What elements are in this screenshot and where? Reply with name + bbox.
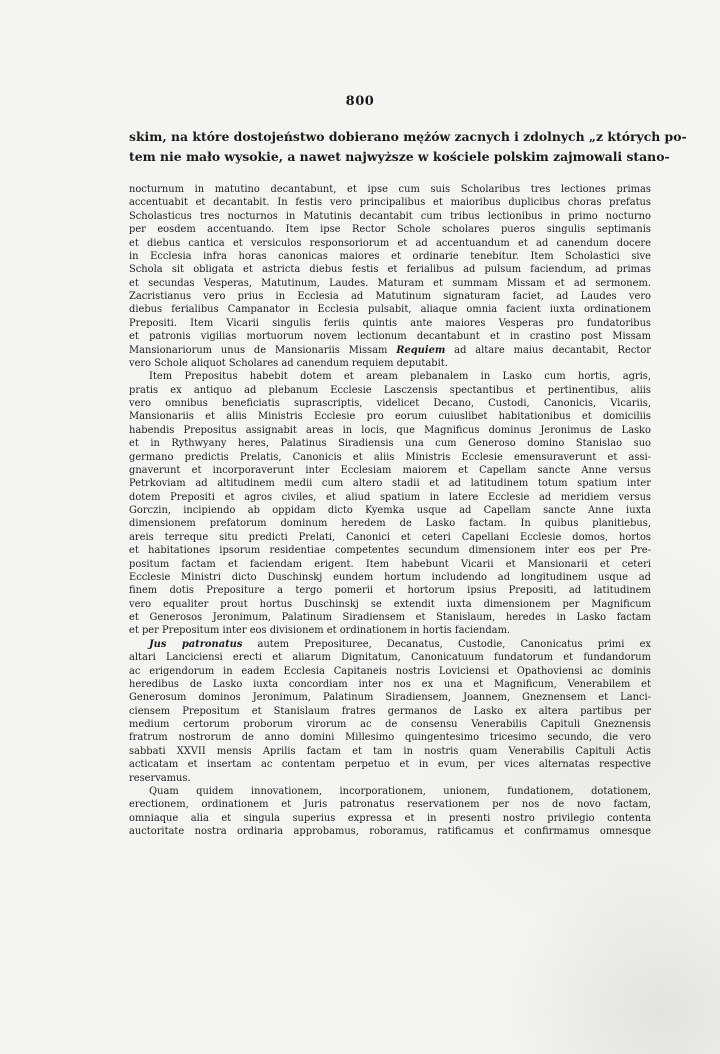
line-text: altari Lanciciensi erecti et aliarum Dignitatum, Canonicatuum fundatorum et fundandorum xyxy=(129,652,651,664)
line-text: ac erigendorum in eadem Ecclesia Capitaneis nostris Loviciensi et Opathoviensi ac dominis xyxy=(129,665,651,677)
emphasized-text: Jus patronatus xyxy=(149,638,243,650)
latin-text-line xyxy=(129,638,651,651)
line-text: vero Schole aliquot Scholares ad canendum requiem deputabit. xyxy=(129,357,448,369)
latin-text-line xyxy=(129,344,651,357)
latin-text-line xyxy=(129,250,651,263)
polish-text-line: tem nie mało wysokie, a nawet najwyższe w kościele polskim zajmowali stano- xyxy=(129,149,670,164)
line-text: Mansionariis et aliis Ministris Ecclesie pro eorum cuiuslibet habitationibus et domiciliis xyxy=(129,411,651,423)
line-text: sabbati XXVII mensis Aprilis factam et tam in nostris quam Venerabilis Capituli Actis xyxy=(129,745,651,757)
line-text: positum factam et faciendam erigent. Item habebunt Vicarii et Mansionarii et ceteri xyxy=(129,558,651,570)
latin-text-line xyxy=(129,263,651,276)
line-text: Gorczin, incipiendo ab oppidam dicto Kyemka usque ad Capellam sancte Anne iuxta xyxy=(129,505,651,516)
line-text: et secundas Vesperas, Matutinum, Laudes. Maturam et summam Missam et ad sermonem. xyxy=(129,277,651,289)
line-text: Petrkoviam ad altitudinem medii cum altero stadii et ad latitudinem totum spatium inter xyxy=(129,478,651,490)
line-text: erectionem, ordinationem et Juris patronatus reservationem per nos de novo factam, xyxy=(129,799,651,811)
latin-text-line xyxy=(129,451,651,464)
emphasized-text: Requiem xyxy=(396,344,446,356)
latin-text-line xyxy=(129,785,651,798)
latin-text-line xyxy=(129,517,651,530)
latin-text-line xyxy=(129,531,651,544)
latin-text-line xyxy=(129,384,651,397)
latin-text-line xyxy=(129,504,651,517)
line-text: accentuabit et decantabit. In festis vero principalibus et maioribus duplicibus choras prefatus xyxy=(129,197,651,209)
line-text: acticatam et insertam ac contentam perpetuo et in evum, per vices alternatas respective xyxy=(129,759,651,771)
line-text: habendis Prepositus assignabit areas in locis, que Magnificus dominus Jeronimus de Lasko xyxy=(129,424,651,436)
line-text: germano predictis Prelatis, Canonicis et aliis Ministris Ecclesie emensuraverunt et assi- xyxy=(129,451,651,463)
latin-text-line xyxy=(129,183,651,196)
line-text: medium certorum proborum virorum ac de consensu Venerabilis Capituli Gneznensis xyxy=(129,719,651,730)
latin-text-line xyxy=(129,464,651,477)
latin-text-line xyxy=(129,651,651,664)
latin-text-line xyxy=(129,731,651,744)
latin-text-block xyxy=(129,183,651,838)
latin-text-line xyxy=(129,705,651,718)
line-text: Scholasticus tres nocturnos in Matutinis decantabit cum tribus lectionibus in primo nocturno xyxy=(129,210,651,222)
latin-text-line xyxy=(129,665,651,678)
line-text: Prepositi. Item Vicarii singulis feriis quintis ante maiores Vesperas pro fundatoribus xyxy=(129,317,651,329)
latin-text-line xyxy=(129,277,651,290)
line-text-after: ad altare maius decantabit, Rector xyxy=(445,344,651,356)
polish-text-line: skim, na które dostojeństwo dobierano mężów zacnych i zdolnych „z których po- xyxy=(129,129,687,144)
line-text: et habitationes ipsorum residentiae competentes secundum dimensionem inter eos per Pre- xyxy=(129,545,651,557)
latin-text-line xyxy=(129,223,651,236)
latin-text-line xyxy=(129,397,651,410)
latin-text-line xyxy=(129,290,651,303)
line-text: Item Prepositus habebit dotem et aream plebanalem in Lasko cum hortis, agris, xyxy=(149,371,651,383)
latin-text-line xyxy=(129,758,651,771)
line-text: auctoritate nostra ordinaria approbamus, roboramus, ratificamus et confirmamus omnesque xyxy=(129,826,651,837)
line-text: et per Prepositum inter eos divisionem et ordinationem in hortis faciendam. xyxy=(129,625,511,637)
line-text: Schola sit obligata et astricta diebus festis et ferialibus ad pulsum faciendum, ad primas xyxy=(129,264,651,276)
line-text: dimensionem prefatorum dominum heredem de Lasko factam. In quibus planitiebus, xyxy=(129,518,651,530)
latin-text-line xyxy=(129,237,651,250)
line-text: pratis ex antiquo ad plebanum Ecclesie Lasczensis spectantibus et pertinentibus, aliis xyxy=(129,384,651,396)
line-text: et patronis vigilias mortuorum novem lectionum decantabunt et in crastino post Missam xyxy=(129,331,651,343)
page-number: 800 xyxy=(345,94,375,109)
latin-text-line xyxy=(129,598,651,611)
line-text: finem dotis Prepositure a tergo pomerii et hortorum ipsius Prepositi, ad latitudinem xyxy=(129,585,651,597)
latin-text-line xyxy=(129,624,651,637)
line-text: vero omnibus beneficiatis suprascriptis, videlicet Decano, Custodi, Canonicis, Vicariis, xyxy=(129,398,651,409)
line-text: dotem Prepositi et agros civiles, et aliud spatium in latere Ecclesie ad meridiem versus xyxy=(129,491,651,503)
latin-text-line xyxy=(129,357,651,370)
latin-text-line xyxy=(129,611,651,624)
latin-text-line xyxy=(129,772,651,785)
line-text: reservamus. xyxy=(129,772,191,784)
line-text: heredibus de Lasko iuxta concordiam inter nos ex una et Magnificum, Venerabilem et xyxy=(129,678,651,690)
line-text: nocturnum in matutino decantabunt, et ipse cum suis Scholaribus tres lectiones primas xyxy=(129,184,651,195)
latin-text-line xyxy=(129,424,651,437)
latin-text-line xyxy=(129,196,651,209)
line-text: et diebus cantica et versiculos responsoriorum et ad accentuandum et ad canendum docere xyxy=(129,237,651,249)
latin-text-line xyxy=(129,825,651,838)
latin-text-line xyxy=(129,370,651,383)
line-text: per eosdem accentuando. Item ipse Rector Schole scholares pueros singulis septimanis xyxy=(129,224,651,236)
line-text: areis terreque situ predicti Prelati, Canonici et ceteri Capellani Ecclesie domos, hortos xyxy=(129,531,651,543)
line-text: Ecclesie Ministri dicto Duschinskj eundem hortum includendo ad longitudinem usque ad xyxy=(129,571,651,583)
latin-text-line xyxy=(129,745,651,758)
line-text: et Generosos Jeronimum, Palatinum Siradiensem et Stanislaum, heredes in Lasko factam xyxy=(129,612,651,623)
latin-text-line xyxy=(129,410,651,423)
line-text: Quam quidem innovationem, incorporationem, unionem, fundationem, dotationem, xyxy=(149,785,651,797)
line-text: Zacristianus vero prius in Ecclesia ad Matutinum signaturam faciet, ad Laudes vero xyxy=(129,291,651,302)
latin-text-line xyxy=(129,491,651,504)
line-text: et in Rythwyany heres, Palatinus Siradiensis una cum Generoso domino Stanislao suo xyxy=(129,438,651,450)
latin-text-line xyxy=(129,437,651,450)
line-text: in Ecclesia infra horas canonicas maiores et ordinarie tenebitur. Item Scholastici sive xyxy=(129,250,651,262)
line-text-after: autem Preposituree, Decanatus, Custodie, Canonicatus primi ex xyxy=(242,638,651,650)
latin-text-line xyxy=(129,812,651,825)
latin-text-line xyxy=(129,477,651,490)
line-text: diebus ferialibus Campanator in Ecclesia pulsabit, aliaque omnia facient iuxta ordinationem xyxy=(129,304,651,316)
latin-text-line xyxy=(129,691,651,704)
line-text: ciensem Prepositum et Stanislaum fratres germanos de Lasko ex altera partibus per xyxy=(129,705,651,717)
line-text: Mansionariorum unus de Mansionariis Missam xyxy=(129,344,388,356)
latin-text-line xyxy=(129,558,651,571)
polish-text-block xyxy=(129,127,687,167)
latin-text-line xyxy=(129,544,651,557)
latin-text-line xyxy=(129,718,651,731)
line-text: vero equaliter prout hortus Duschinskj se extendit iuxta dimensionem per Magnificum xyxy=(129,598,651,610)
latin-text-line xyxy=(129,210,651,223)
latin-text-line xyxy=(129,798,651,811)
line-text: Generosum dominos Jeronimum, Palatinum Siradiensem, Joannem, Gneznensem et Lanci- xyxy=(129,692,651,704)
latin-text-line xyxy=(129,571,651,584)
latin-text-line xyxy=(129,317,651,330)
latin-text-line xyxy=(129,330,651,343)
line-text: gnaverunt et incorporaverunt inter Ecclesiam maiorem et Capellam sancte Anne versus xyxy=(129,464,651,476)
line-text: fratrum nostrorum de anno domini Millesimo quingentesimo tricesimo secundo, die vero xyxy=(129,732,651,744)
latin-text-line xyxy=(129,678,651,691)
latin-text-line xyxy=(129,584,651,597)
latin-text-line xyxy=(129,303,651,316)
line-text: omniaque alia et singula superius expressa et in presenti nostro privilegio contenta xyxy=(129,812,651,824)
